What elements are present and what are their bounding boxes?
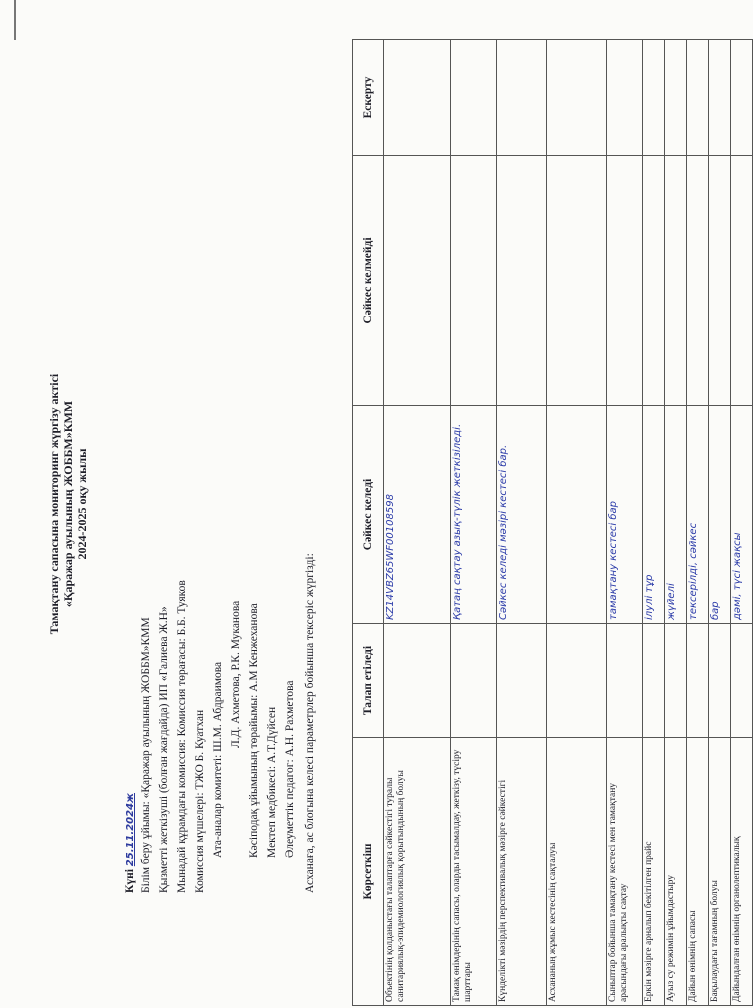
intro-line: Асханаға, ас блогына келесі параметрлер бойынша тексеріс жүргізді: — [304, 553, 316, 893]
supplier-line: Қызметті жеткізуші (болған жағдайда) ИП «Галиева Ж.Н» — [158, 606, 170, 893]
row-noncompliant — [547, 156, 607, 406]
nurse-line: Мектеп медбикесі: А.Т.Дүйсен — [266, 706, 278, 858]
row-compliant-note: Сәйкес келеді мәзірі кестесі бар. — [497, 406, 547, 624]
row-remark — [731, 40, 753, 156]
inspection-table — [352, 39, 753, 1006]
table-row — [709, 40, 731, 1006]
members-line: Комиссия мүшелері: ТЖО Б. Куатхан — [194, 709, 206, 893]
row-remark — [709, 40, 731, 156]
table-header-row — [353, 40, 384, 1006]
date-value: 25.11.2024ж — [125, 792, 136, 867]
row-compliant-note: ілулі тұр — [643, 406, 665, 624]
header-required: Талап етіледі — [353, 624, 384, 738]
row-compliant-note: KZ14VBZ65WF00108598 — [384, 406, 451, 624]
row-required — [607, 624, 643, 738]
table-row — [643, 40, 665, 1006]
table-row — [497, 40, 547, 1006]
row-required — [497, 624, 547, 738]
table-row — [607, 40, 643, 1006]
row-required — [643, 624, 665, 738]
date-label: Күні — [124, 869, 136, 893]
table-row — [665, 40, 687, 1006]
header-compliant: Сәйкес келеді — [353, 406, 384, 624]
row-indicator: Тамақ өнімдерінің сапасы, оларды тасымалдау, жеткізу, түсіру шарттары — [451, 738, 497, 1006]
school-year: 2024-2025 оқу жылы — [75, 448, 89, 560]
header-indicator: Көрсеткіш — [353, 738, 384, 1006]
commission-line: Мынадай құрамдағы комиссия: Комиссия төрағасы: Б.Б. Туяков — [176, 580, 188, 893]
row-indicator: Күнделікті мәзірдің перспективалық мәзірге сәйкестігі — [497, 738, 547, 1006]
row-indicator: Еркін мәзірге арналып бекітілген прайс — [643, 738, 665, 1006]
row-noncompliant — [497, 156, 547, 406]
date-line — [124, 793, 137, 893]
row-required — [384, 624, 451, 738]
act-title: Тамақтану сапасына мониторинг жүргізу актісі — [47, 373, 61, 635]
row-compliant-note: Қатаң сақтау азық-түлік жеткізіледі. — [451, 406, 497, 624]
header-noncompliant: Сәйкес келмейді — [353, 156, 384, 406]
row-indicator: Дайын өнімнің сапасы — [687, 738, 709, 1006]
row-compliant-note: жүйелі — [665, 406, 687, 624]
table-row — [451, 40, 497, 1006]
row-required — [687, 624, 709, 738]
table-row — [731, 40, 753, 1006]
row-noncompliant — [665, 156, 687, 406]
row-required — [547, 624, 607, 738]
row-remark — [665, 40, 687, 156]
table-row — [687, 40, 709, 1006]
row-remark — [451, 40, 497, 156]
row-remark — [384, 40, 451, 156]
row-remark — [547, 40, 607, 156]
row-indicator: Ауыз су режимін ұйымдастыру — [665, 738, 687, 1006]
row-indicator: Асхананың жұмыс кестесінің сақталуы — [547, 738, 607, 1006]
row-required — [709, 624, 731, 738]
table-row — [547, 40, 607, 1006]
row-noncompliant — [731, 156, 753, 406]
school-line: Білім беру ұйымы: «Қаражар ауылының ЖОББМ»КММ — [140, 617, 152, 893]
row-compliant-note: дәмі, түсі жақсы — [731, 406, 753, 624]
row-compliant-note: тамақтану кестесі бар — [607, 406, 643, 624]
row-noncompliant — [687, 156, 709, 406]
row-remark — [607, 40, 643, 156]
school-title: «Қаражар ауылының ЖОББМ»КММ — [61, 400, 75, 608]
row-remark — [643, 40, 665, 156]
parents-line-2: Л.Д. Ахметова, Р.К. Муканова — [230, 600, 242, 748]
row-remark — [687, 40, 709, 156]
table-row — [384, 40, 451, 1006]
row-indicator: Сыныптар бойынша тамақтану кестесі мен тамақтану арасындағы аралықты сақтау — [607, 738, 643, 1006]
social-pedagogue-line: Әлеуметтік педагог: А.Н. Рахметова — [284, 680, 296, 858]
row-required — [665, 624, 687, 738]
union-line: Кәсіподақ ұйымының төрайымы: А.М Кенжеханова — [248, 603, 260, 858]
row-noncompliant — [607, 156, 643, 406]
header-remark: Ескерту — [353, 40, 384, 156]
row-indicator: Бақылаудағы тағамның болуы — [709, 738, 731, 1006]
row-indicator: Дайындалған өнімнің органолептикалық — [731, 738, 753, 1006]
row-compliant-note: тексерілді, сәйкес — [687, 406, 709, 624]
row-required — [731, 624, 753, 738]
row-noncompliant — [384, 156, 451, 406]
parents-line: Ата-аналар комитеті: Ш.М. Абдраимова — [212, 661, 224, 858]
row-indicator: Объектінің қолданыстағы талаптарға сәйкестігі туралы санитариялық-эпидемиологиялық қорытындының болуы — [384, 738, 451, 1006]
row-compliant-note — [547, 406, 607, 624]
row-required — [451, 624, 497, 738]
row-noncompliant — [643, 156, 665, 406]
row-remark — [497, 40, 547, 156]
row-compliant-note: бар — [709, 406, 731, 624]
row-noncompliant — [709, 156, 731, 406]
row-noncompliant — [451, 156, 497, 406]
